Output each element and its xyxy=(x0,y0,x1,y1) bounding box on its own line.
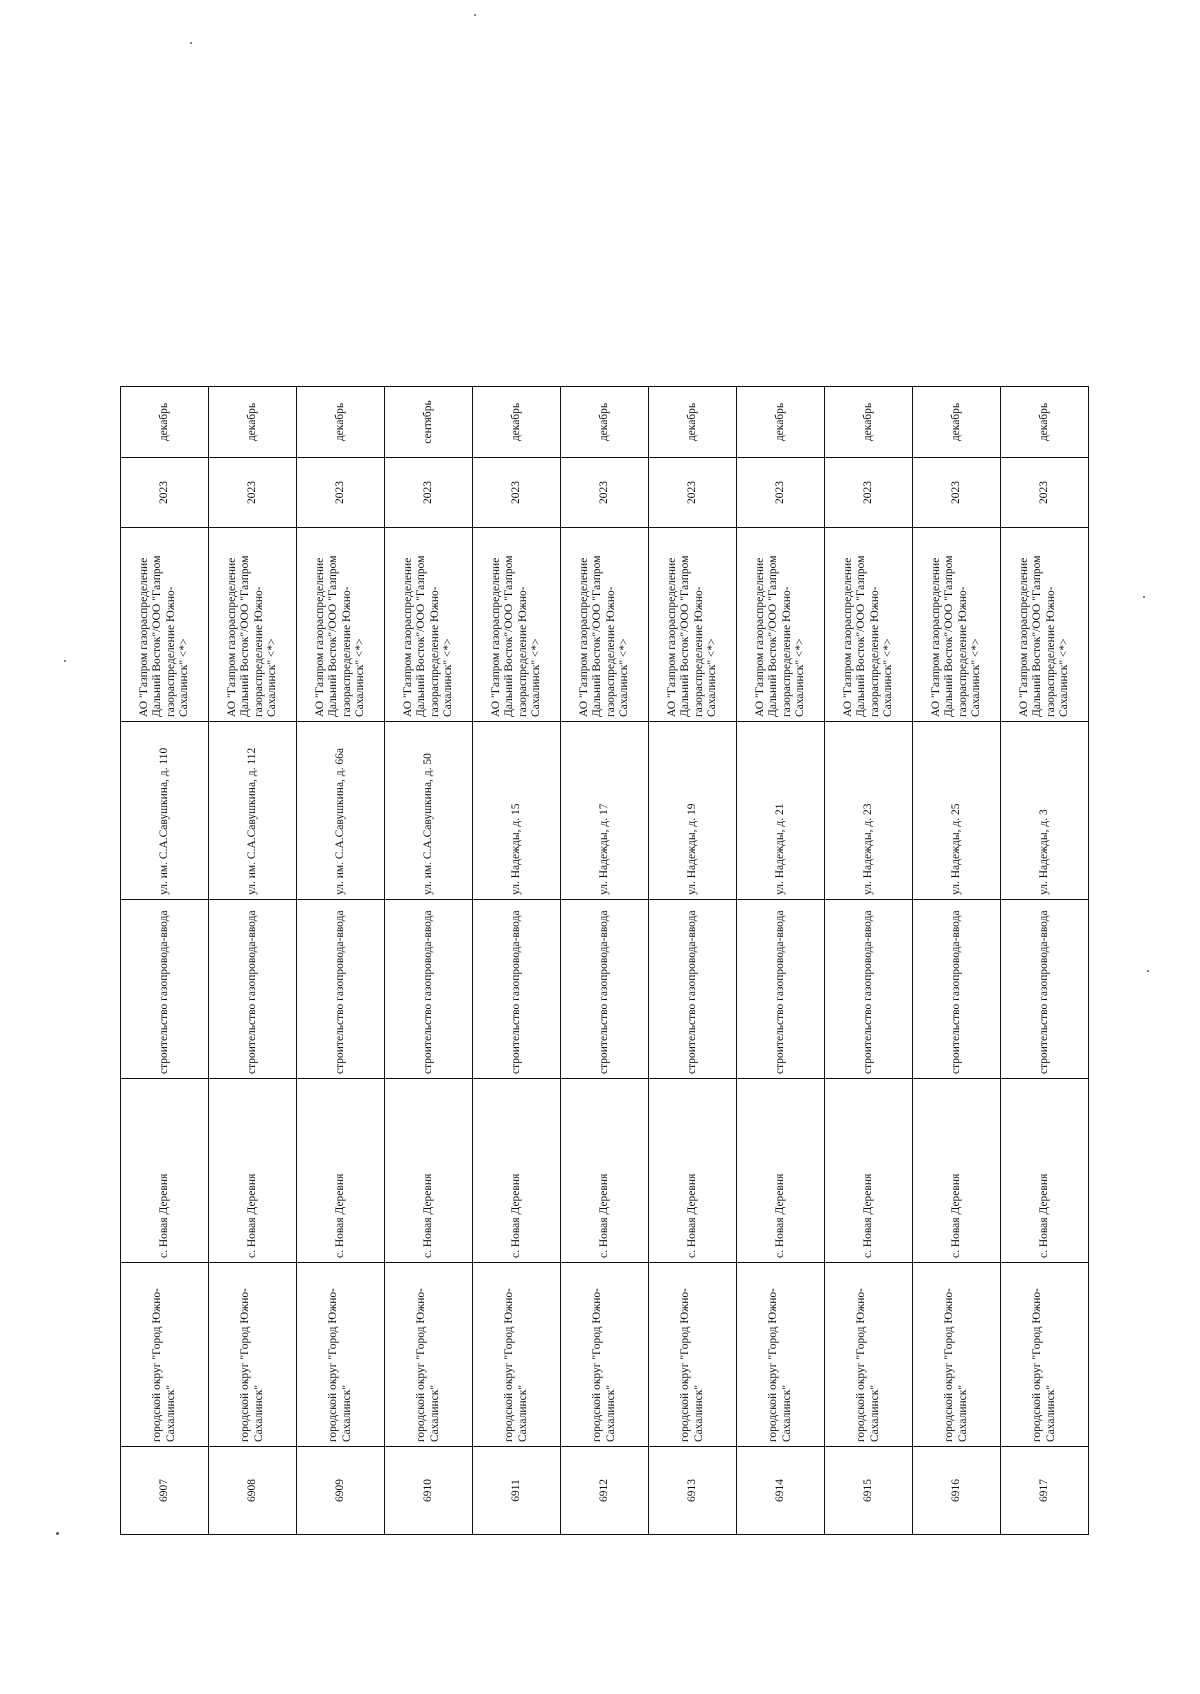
row-number: 6916 xyxy=(913,1447,1001,1535)
address-cell: ул. им. С.А.Савушкина, д. 110 xyxy=(121,722,209,900)
month-cell: сентябрь xyxy=(385,387,473,458)
row-number: 6911 xyxy=(473,1447,561,1535)
row-number: 6910 xyxy=(385,1447,473,1535)
table-row xyxy=(1001,387,1089,1535)
settlement-cell: с. Новая Деревня xyxy=(385,1079,473,1263)
settlement-cell: с. Новая Деревня xyxy=(913,1079,1001,1263)
settlement-cell: с. Новая Деревня xyxy=(473,1079,561,1263)
address-cell: ул. Надежды, д. 3 xyxy=(1001,722,1089,900)
table-row xyxy=(209,387,297,1535)
organization-cell: АО "Газпром газораспределение Дальний Восток"/ООО "Газпром газораспределение Южно-Сахалинск" <*> xyxy=(913,528,1001,722)
work-type-cell: строительство газопровода-ввода xyxy=(385,900,473,1079)
year-cell: 2023 xyxy=(1001,458,1089,528)
work-type-cell: строительство газопровода-ввода xyxy=(1001,900,1089,1079)
organization-cell: АО "Газпром газораспределение Дальний Восток"/ООО "Газпром газораспределение Южно-Сахалинск" <*> xyxy=(297,528,385,722)
scan-speck xyxy=(56,1532,59,1535)
month-cell: декабрь xyxy=(1001,387,1089,458)
work-type-cell: строительство газопровода-ввода xyxy=(649,900,737,1079)
work-type-cell: строительство газопровода-ввода xyxy=(209,900,297,1079)
table-row xyxy=(385,387,473,1535)
work-type-cell: строительство газопровода-ввода xyxy=(297,900,385,1079)
month-cell: декабрь xyxy=(209,387,297,458)
row-number: 6912 xyxy=(561,1447,649,1535)
address-cell: ул. им. С.А.Савушкина, д. 112 xyxy=(209,722,297,900)
municipality-cell: городской округ "Город Южно-Сахалинск" xyxy=(121,1263,209,1447)
address-cell: ул. им. С.А.Савушкина, д. 66а xyxy=(297,722,385,900)
work-type-cell: строительство газопровода-ввода xyxy=(913,900,1001,1079)
organization-cell: АО "Газпром газораспределение Дальний Восток"/ООО "Газпром газораспределение Южно-Сахалинск" <*> xyxy=(1001,528,1089,722)
scan-speck xyxy=(64,660,66,662)
organization-cell: АО "Газпром газораспределение Дальний Восток"/ООО "Газпром газораспределение Южно-Сахалинск" <*> xyxy=(825,528,913,722)
organization-cell: АО "Газпром газораспределение Дальний Восток"/ООО "Газпром газораспределение Южно-Сахалинск" <*> xyxy=(121,528,209,722)
row-number: 6908 xyxy=(209,1447,297,1535)
row-number: 6914 xyxy=(737,1447,825,1535)
settlement-cell: с. Новая Деревня xyxy=(649,1079,737,1263)
table-row xyxy=(913,387,1001,1535)
rotated-page-content xyxy=(120,387,1088,1535)
municipality-cell: городской округ "Город Южно-Сахалинск" xyxy=(825,1263,913,1447)
scan-speck xyxy=(474,14,476,16)
address-cell: ул. Надежды, д. 19 xyxy=(649,722,737,900)
month-cell: декабрь xyxy=(473,387,561,458)
work-type-cell: строительство газопровода-ввода xyxy=(737,900,825,1079)
year-cell: 2023 xyxy=(473,458,561,528)
row-number: 6909 xyxy=(297,1447,385,1535)
organization-cell: АО "Газпром газораспределение Дальний Восток"/ООО "Газпром газораспределение Южно-Сахалинск" <*> xyxy=(561,528,649,722)
scan-speck xyxy=(1147,970,1149,972)
work-type-cell: строительство газопровода-ввода xyxy=(473,900,561,1079)
organization-cell: АО "Газпром газораспределение Дальний Восток"/ООО "Газпром газораспределение Южно-Сахалинск" <*> xyxy=(209,528,297,722)
month-cell: декабрь xyxy=(737,387,825,458)
table-row xyxy=(297,387,385,1535)
address-cell: ул. им. С.А.Савушкина, д. 50 xyxy=(385,722,473,900)
municipality-cell: городской округ "Город Южно-Сахалинск" xyxy=(561,1263,649,1447)
month-cell: декабрь xyxy=(297,387,385,458)
row-number: 6917 xyxy=(1001,1447,1089,1535)
month-cell: декабрь xyxy=(825,387,913,458)
municipality-cell: городской округ "Город Южно-Сахалинск" xyxy=(297,1263,385,1447)
settlement-cell: с. Новая Деревня xyxy=(297,1079,385,1263)
settlement-cell: с. Новая Деревня xyxy=(209,1079,297,1263)
organization-cell: АО "Газпром газораспределение Дальний Восток"/ООО "Газпром газораспределение Южно-Сахалинск" <*> xyxy=(649,528,737,722)
municipality-cell: городской округ "Город Южно-Сахалинск" xyxy=(473,1263,561,1447)
scan-speck xyxy=(1143,596,1145,598)
month-cell: декабрь xyxy=(649,387,737,458)
settlement-cell: с. Новая Деревня xyxy=(737,1079,825,1263)
organization-cell: АО "Газпром газораспределение Дальний Восток"/ООО "Газпром газораспределение Южно-Сахалинск" <*> xyxy=(385,528,473,722)
address-cell: ул. Надежды, д. 15 xyxy=(473,722,561,900)
month-cell: декабрь xyxy=(913,387,1001,458)
table-row xyxy=(825,387,913,1535)
row-number: 6915 xyxy=(825,1447,913,1535)
settlement-cell: с. Новая Деревня xyxy=(561,1079,649,1263)
work-type-cell: строительство газопровода-ввода xyxy=(561,900,649,1079)
settlement-cell: с. Новая Деревня xyxy=(1001,1079,1089,1263)
table-row xyxy=(121,387,209,1535)
year-cell: 2023 xyxy=(561,458,649,528)
year-cell: 2023 xyxy=(913,458,1001,528)
year-cell: 2023 xyxy=(297,458,385,528)
row-number: 6907 xyxy=(121,1447,209,1535)
work-type-cell: строительство газопровода-ввода xyxy=(121,900,209,1079)
year-cell: 2023 xyxy=(121,458,209,528)
year-cell: 2023 xyxy=(385,458,473,528)
organization-cell: АО "Газпром газораспределение Дальний Восток"/ООО "Газпром газораспределение Южно-Сахалинск" <*> xyxy=(473,528,561,722)
year-cell: 2023 xyxy=(649,458,737,528)
address-cell: ул. Надежды, д. 21 xyxy=(737,722,825,900)
table-row xyxy=(473,387,561,1535)
address-cell: ул. Надежды, д. 25 xyxy=(913,722,1001,900)
municipality-cell: городской округ "Город Южно-Сахалинск" xyxy=(385,1263,473,1447)
year-cell: 2023 xyxy=(825,458,913,528)
scan-speck xyxy=(190,42,192,44)
row-number: 6913 xyxy=(649,1447,737,1535)
municipality-cell: городской округ "Город Южно-Сахалинск" xyxy=(737,1263,825,1447)
organization-cell: АО "Газпром газораспределение Дальний Восток"/ООО "Газпром газораспределение Южно-Сахалинск" <*> xyxy=(737,528,825,722)
settlement-cell: с. Новая Деревня xyxy=(825,1079,913,1263)
gasification-table xyxy=(120,386,1089,1535)
table-row xyxy=(649,387,737,1535)
table-row xyxy=(561,387,649,1535)
table-row xyxy=(737,387,825,1535)
municipality-cell: городской округ "Город Южно-Сахалинск" xyxy=(649,1263,737,1447)
municipality-cell: городской округ "Город Южно-Сахалинск" xyxy=(209,1263,297,1447)
settlement-cell: с. Новая Деревня xyxy=(121,1079,209,1263)
year-cell: 2023 xyxy=(737,458,825,528)
address-cell: ул. Надежды, д. 17 xyxy=(561,722,649,900)
work-type-cell: строительство газопровода-ввода xyxy=(825,900,913,1079)
year-cell: 2023 xyxy=(209,458,297,528)
municipality-cell: городской округ "Город Южно-Сахалинск" xyxy=(913,1263,1001,1447)
month-cell: декабрь xyxy=(561,387,649,458)
address-cell: ул. Надежды, д. 23 xyxy=(825,722,913,900)
month-cell: декабрь xyxy=(121,387,209,458)
municipality-cell: городской округ "Город Южно-Сахалинск" xyxy=(1001,1263,1089,1447)
